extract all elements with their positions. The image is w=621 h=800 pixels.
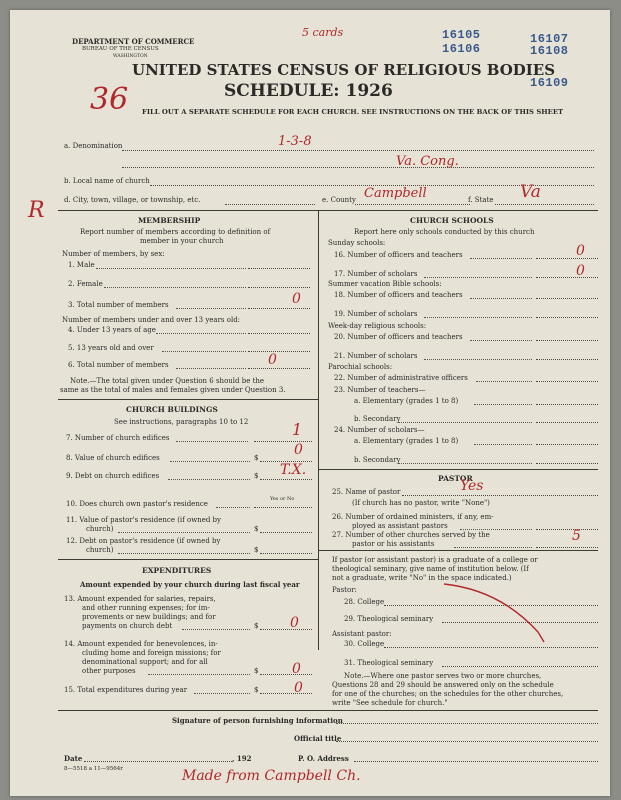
form-subtitle: SCHEDULE: 1926 bbox=[224, 81, 393, 101]
grad-instruction-1: If pastor (or assistant pastor) is a graduate of a college or bbox=[332, 556, 538, 564]
center-divider bbox=[318, 210, 319, 650]
q25-field[interactable] bbox=[402, 495, 598, 496]
handwritten-code: 1-3-8 bbox=[278, 134, 312, 149]
q21-field[interactable] bbox=[536, 359, 598, 360]
q14-field[interactable] bbox=[260, 674, 312, 675]
q10-field[interactable] bbox=[254, 507, 312, 508]
handwritten-q27: 5 bbox=[572, 528, 581, 544]
q28-college: 28. College bbox=[344, 598, 385, 606]
dept-label: DEPARTMENT OF COMMERCE bbox=[72, 37, 195, 46]
stamp-number-3: 16107 bbox=[530, 32, 569, 46]
q6-total: 6. Total number of members bbox=[68, 361, 169, 369]
q16-officers: 16. Number of officers and teachers bbox=[334, 251, 463, 259]
q18-field[interactable] bbox=[536, 298, 598, 299]
q6-field[interactable] bbox=[248, 368, 310, 369]
handwritten-q17: 0 bbox=[576, 263, 585, 279]
stamp-number-4: 16108 bbox=[530, 44, 569, 58]
signature-field[interactable] bbox=[336, 723, 598, 724]
q30-college: 30. College bbox=[344, 640, 385, 648]
signature-label: Signature of person furnishing information bbox=[172, 716, 343, 725]
handwritten-q13: 0 bbox=[290, 615, 299, 631]
year-label: , 192 bbox=[232, 754, 252, 763]
pastor-note-1: Note.—Where one pastor serves two or more churches, bbox=[344, 672, 542, 680]
q25-hint: (If church has no pastor, write "None") bbox=[352, 499, 490, 507]
county-field[interactable] bbox=[355, 204, 470, 205]
schools-heading: CHURCH SCHOOLS bbox=[410, 216, 494, 225]
q9-field[interactable] bbox=[260, 479, 312, 480]
q26-line-1: 26. Number of ordained ministers, if any, em- bbox=[332, 513, 494, 521]
q3-total: 3. Total number of members bbox=[68, 301, 169, 309]
yes-no-label: Yes or No bbox=[270, 496, 295, 502]
bureau-label: BUREAU OF THE CENSUS bbox=[82, 46, 159, 52]
q2-field[interactable] bbox=[248, 287, 310, 288]
membership-intro-1: Report number of members according to definition of bbox=[80, 228, 271, 236]
handwritten-q14: 0 bbox=[292, 661, 301, 677]
q5-13-and-over: 5. 13 years old and over bbox=[68, 344, 154, 352]
q13-field[interactable] bbox=[260, 629, 312, 630]
q22-field[interactable] bbox=[536, 381, 598, 382]
q2-female: 2. Female bbox=[68, 280, 103, 288]
members-by-sex-label: Number of members, by sex: bbox=[62, 250, 165, 258]
q17-field[interactable] bbox=[536, 277, 598, 278]
handwritten-bottom-note: Made from Campbell Ch. bbox=[182, 768, 361, 784]
membership-note-2: same as the total of males and females given under Question 3. bbox=[60, 386, 286, 394]
buildings-sub: See instructions, paragraphs 10 to 12 bbox=[114, 418, 249, 426]
q9-debt: 9. Debt on church edifices bbox=[66, 472, 160, 480]
q15-field[interactable] bbox=[260, 693, 312, 694]
handwritten-county: Campbell bbox=[364, 186, 427, 201]
state-label: f. State bbox=[468, 196, 494, 204]
official-title-label: Official title bbox=[294, 734, 342, 743]
handwritten-q8: 0 bbox=[294, 442, 303, 458]
top-divider bbox=[58, 210, 598, 211]
q24b-field[interactable] bbox=[536, 463, 598, 464]
handwritten-q9: T.X. bbox=[280, 462, 307, 478]
census-schedule-sheet: DEPARTMENT OF COMMERCE BUREAU OF THE CENSUS WASHINGTON 5 cards 16105 16106 16107 16108 16109 36 UNITED STATES CENSUS OF RELIGIOUS BODIES SCHEDULE: 1926 FILL OUT A SEPARATE SCHEDULE FOR EACH CHURCH. SEE INSTRUCTIONS ON THE BACK OF THIS SHEET a. Denomination 1-3-8 Va. Cong. b. Local name of church d. City, town, village, or township, etc. e. County Campbell f. State Va R MEMBERSHIP Report number of members according to definition of member in your church Number of members, by sex: 1. Male 2. Female 3. Total number of members 0 Number of members under and over 13 years old: 4. Under 13 years of age 5. 13 years old and over 6. Total number of members 0 Note.—The total given under Question 6 should be the same as the total of males and females given under Question 3. CHURCH BUILDINGS See instructions, paragraphs 10 to 12 7. Number of church edifices 1 8. Value of church edifices $ 0 9. Debt on church edifices $ T.X. 10. Does church own pastor's residence Yes or No 11. Value of pastor's residence (if owned by church) $ 12. Debt on pastor's residence (if owned by church) $ EXPENDITURES Amount expended by your church during last fiscal year 13. Amount expended for salaries, repairs, and other running expenses; for im- provements or new buildings; and for payments on church debt $ 0 14. Amount expended for benevolences, in- cluding home and foreign missions; for denominational support; and for all other purposes $ 0 15. Total expenditures during year $ 0 CHURCH SCHOOLS Report here only schools conducted by this church Sunday schools: 16. Number of officers and teachers 0 17. Number of scholars 0 Summer vacation Bible schools: 18. Number of officers and teachers 19. Number of scholars Week-day religious schools: 20. Number of officers and teachers 21. Number of scholars Parochial schools: 22. Number of administrative officers 23. Number of teachers— a. Elementary (grades 1 to 8) b. Secondary 24. Number of scholars— a. Elementary (grades 1 to 8) b. Secondary PASTOR 25. Name of pastor Yes (If church has no pastor, write "None") 26. Number of ordained ministers, if any, em- ployed as assistant pastors 27. Number of other churches served by the pastor or his assistants 5 If pastor (or assistant pastor) is a graduate of a college or theological seminary, give name of institution below. (If not a graduate, write "No" in the space indicated.) Pastor: 28. College 29. Theological seminary Assistant pastor: 30. College 31. Theological seminary Note.—Where one pastor serves two or more churches, Questions 28 and 29 should be answered only on the schedule for one of the churches; on the schedules for the other churches, write "See schedule for church." Signature of person furnishing information Official title Date , 192 P. O. Address 8—5518 a 11—9564r Made from Campbell Ch. bbox=[10, 10, 610, 796]
q26-field[interactable] bbox=[536, 529, 598, 530]
q1-field[interactable] bbox=[248, 268, 310, 269]
summer-schools-label: Summer vacation Bible schools: bbox=[328, 280, 442, 288]
pen-slash-mark bbox=[440, 580, 560, 650]
q23b-secondary: b. Secondary bbox=[354, 415, 401, 423]
membership-heading: MEMBERSHIP bbox=[138, 216, 201, 225]
stamp-number-5: 16109 bbox=[530, 76, 569, 90]
handwritten-state: Va bbox=[520, 182, 541, 202]
stamp-number-1: 16105 bbox=[442, 28, 481, 42]
q7-field[interactable] bbox=[254, 441, 312, 442]
state-field[interactable] bbox=[495, 204, 594, 205]
q4-under-13: 4. Under 13 years of age bbox=[68, 326, 156, 334]
q31-seminary: 31. Theological seminary bbox=[344, 659, 434, 667]
q8-value: 8. Value of church edifices bbox=[66, 454, 160, 462]
date-field[interactable] bbox=[84, 761, 232, 762]
q4-field[interactable] bbox=[248, 333, 310, 334]
q11-field[interactable] bbox=[260, 532, 312, 533]
sunday-schools-label: Sunday schools: bbox=[328, 239, 386, 247]
q20-field[interactable] bbox=[536, 340, 598, 341]
q24a-field[interactable] bbox=[536, 444, 598, 445]
handwritten-q6: 0 bbox=[268, 352, 277, 368]
official-title-field[interactable] bbox=[336, 741, 598, 742]
q24a-elementary: a. Elementary (grades 1 to 8) bbox=[354, 437, 459, 445]
parochial-schools-label: Parochial schools: bbox=[328, 363, 393, 371]
q29-seminary: 29. Theological seminary bbox=[344, 615, 434, 623]
form-number: 8—5518 a 11—9564r bbox=[64, 766, 123, 772]
city-field-label: d. City, town, village, or township, etc. bbox=[64, 196, 201, 204]
denomination-field-2[interactable] bbox=[122, 167, 594, 168]
q19-scholars: 19. Number of scholars bbox=[334, 310, 418, 318]
handwritten-q16: 0 bbox=[576, 243, 585, 259]
handwritten-r-mark: R bbox=[28, 198, 45, 223]
handwritten-q15: 0 bbox=[294, 680, 303, 696]
pastor-subheading: Pastor: bbox=[332, 586, 357, 594]
local-name-label: b. Local name of church bbox=[64, 177, 150, 185]
q24-scholars: 24. Number of scholars— bbox=[334, 426, 425, 434]
buildings-heading: CHURCH BUILDINGS bbox=[126, 405, 218, 414]
weekday-schools-label: Week-day religious schools: bbox=[328, 322, 427, 330]
expenditures-sub: Amount expended by your church during last fiscal year bbox=[80, 580, 300, 589]
date-label: Date bbox=[64, 754, 83, 763]
denomination-field[interactable] bbox=[122, 150, 594, 151]
q16-field[interactable] bbox=[536, 258, 598, 259]
q13-line-1: 13. Amount expended for salaries, repairs, bbox=[64, 595, 216, 603]
q5-field[interactable] bbox=[248, 351, 310, 352]
q19-field[interactable] bbox=[536, 317, 598, 318]
handwritten-denomination: Va. Cong. bbox=[396, 154, 459, 169]
asst-pastor-subheading: Assistant pastor: bbox=[332, 630, 392, 638]
q3-field[interactable] bbox=[248, 308, 310, 309]
city-label: WASHINGTON bbox=[113, 54, 148, 59]
q23-teachers: 23. Number of teachers— bbox=[334, 386, 426, 394]
form-instruction: FILL OUT A SEPARATE SCHEDULE FOR EACH CHURCH. SEE INSTRUCTIONS ON THE BACK OF THIS SHEET bbox=[142, 108, 564, 116]
county-label: e. County bbox=[322, 196, 356, 204]
q23a-elementary: a. Elementary (grades 1 to 8) bbox=[354, 397, 459, 405]
membership-note-1: Note.—The total given under Question 6 should be the bbox=[70, 377, 265, 385]
q21-scholars: 21. Number of scholars bbox=[334, 352, 418, 360]
q7-edifices: 7. Number of church edifices bbox=[66, 434, 170, 442]
pastor-heading: PASTOR bbox=[438, 474, 473, 483]
q12-field[interactable] bbox=[260, 553, 312, 554]
age-heading: Number of members under and over 13 years old: bbox=[62, 316, 241, 324]
q12-debt-residence: 12. Debt on pastor's residence (if owned by bbox=[66, 537, 221, 545]
q18-officers: 18. Number of officers and teachers bbox=[334, 291, 463, 299]
q24b-secondary: b. Secondary bbox=[354, 456, 401, 464]
handwritten-q25: Yes bbox=[460, 478, 484, 494]
q1-male: 1. Male bbox=[68, 261, 95, 269]
membership-intro-2: member in your church bbox=[140, 237, 224, 245]
po-address-field[interactable] bbox=[354, 761, 598, 762]
handwritten-number: 36 bbox=[90, 82, 129, 117]
q22-admin-officers: 22. Number of administrative officers bbox=[334, 374, 468, 382]
handwritten-q3: 0 bbox=[292, 291, 301, 307]
q23b-field[interactable] bbox=[536, 422, 598, 423]
stamp-number-2: 16106 bbox=[442, 42, 481, 56]
q31-field[interactable] bbox=[442, 666, 598, 667]
form-title: UNITED STATES CENSUS OF RELIGIOUS BODIES bbox=[132, 61, 556, 79]
q25-pastor-name: 25. Name of pastor bbox=[332, 488, 401, 496]
q20-officers: 20. Number of officers and teachers bbox=[334, 333, 463, 341]
q27-line-1: 27. Number of other churches served by the bbox=[332, 531, 490, 539]
handwritten-q7: 1 bbox=[292, 420, 303, 439]
q17-scholars: 17. Number of scholars bbox=[334, 270, 418, 278]
q10-residence: 10. Does church own pastor's residence bbox=[66, 500, 208, 508]
city-field[interactable] bbox=[225, 204, 315, 205]
po-address-label: P. O. Address bbox=[298, 754, 349, 763]
q15-total: 15. Total expenditures during year bbox=[64, 686, 188, 694]
q11-value-residence: 11. Value of pastor's residence (if owned by bbox=[66, 516, 221, 524]
cards-note: 5 cards bbox=[302, 26, 344, 39]
schools-sub: Report here only schools conducted by this church bbox=[354, 228, 535, 236]
expenditures-heading: EXPENDITURES bbox=[142, 566, 212, 575]
q23a-field[interactable] bbox=[536, 404, 598, 405]
denomination-label: a. Denomination bbox=[64, 142, 123, 150]
q14-line-1: 14. Amount expended for benevolences, in- bbox=[64, 640, 218, 648]
q27-field[interactable] bbox=[536, 547, 598, 548]
